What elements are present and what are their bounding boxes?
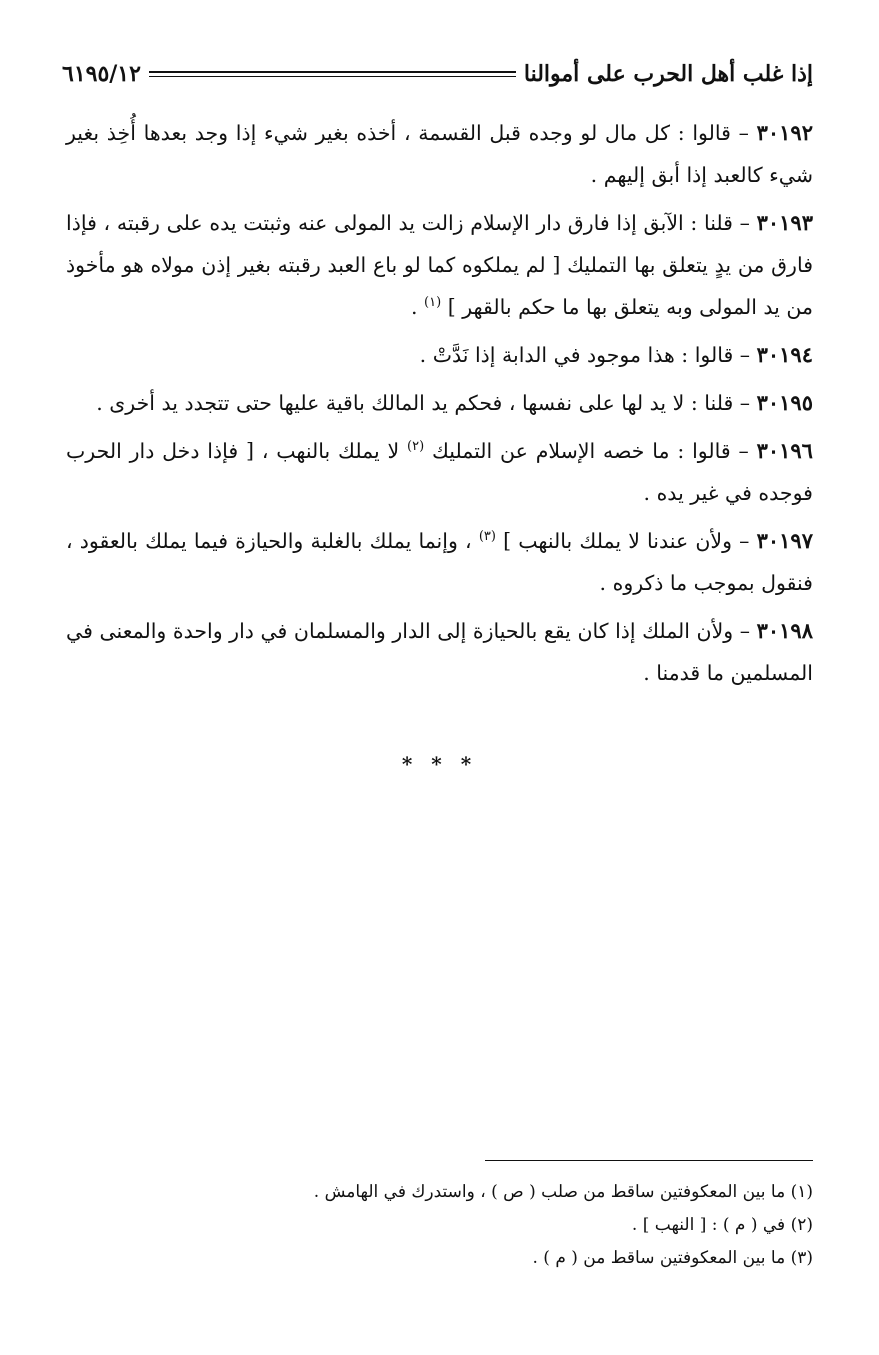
paragraph-text-end: ، وإنما يملك بالغلبة والحيازة فيما يملك بالعقود ، فنقول بموجب ما ذكروه . (66, 529, 813, 595)
header-title: إذا غلب أهل الحرب على أموالنا (523, 61, 813, 87)
footnotes (66, 1176, 813, 1275)
paragraph-30193 (66, 202, 813, 328)
paragraph-number: ٣٠١٩٣ (756, 210, 813, 235)
footnote-1: (١) ما بين المعكوفتين ساقط من صلب ( ص ) ، واستدرك في الهامش . (313, 1182, 813, 1202)
footnote-ref-3[interactable]: (٣) (478, 529, 496, 545)
paragraph-text: – ولأن الملك إذا كان يقع بالحيازة إلى الدار والمسلمان في دار واحدة والمعنى في المسلمين ما قدمنا . (66, 619, 813, 685)
paragraph-text: – قالوا : ما خصه الإسلام عن التمليك (432, 439, 749, 463)
paragraph-number: ٣٠١٩٢ (756, 120, 813, 145)
paragraph-text: – قالوا : هذا موجود في الدابة إذا نَدَّتْ . (419, 343, 751, 367)
paragraph-number: ٣٠١٩٥ (756, 390, 813, 415)
paragraph-30196 (66, 430, 813, 514)
body-text (66, 112, 813, 700)
paragraph-number: ٣٠١٩٤ (756, 342, 813, 367)
header-rule (149, 71, 516, 77)
paragraph-30194 (66, 334, 813, 376)
footnote-3: (٣) ما بين المعكوفتين ساقط من ( م ) . (532, 1248, 813, 1268)
paragraph-text: – قلنا : لا يد لها على نفسها ، فحكم يد المالك باقية عليها حتى تتجدد يد أخرى . (96, 391, 751, 415)
paragraph-text-end: . (411, 295, 425, 319)
paragraph-text: – قلنا : الآبق إذا فارق دار الإسلام زالت يد المولى عنه وثبتت يده على رقبته ، فإذا فارق من يدٍ يتعلق بها التمليك [ لم يملكوه كما لو باع العبد رقبته بغير إذن مولاه هو مأخوذ من يد المولى وبه يتعلق بها ما حكم بالقهر ] (66, 211, 813, 319)
paragraph-30197 (66, 520, 813, 604)
section-separator: * * * (401, 752, 478, 776)
header-page-ref: ٦١٩٥/١٢ (62, 61, 141, 87)
paragraph-30195 (66, 382, 813, 424)
paragraph-text: – ولأن عندنا لا يملك بالنهب ] (503, 529, 750, 553)
paragraph-30198 (66, 610, 813, 694)
paragraph-30192 (66, 112, 813, 196)
footnote-ref-1[interactable]: (١) (424, 295, 442, 311)
paragraph-number: ٣٠١٩٨ (756, 618, 813, 643)
running-header (62, 56, 813, 92)
paragraph-number: ٣٠١٩٧ (756, 528, 813, 553)
paragraph-number: ٣٠١٩٦ (756, 438, 813, 463)
footnote-2: (٢) في ( م ) : [ النهب ] . (631, 1215, 813, 1235)
footnote-ref-2[interactable]: (٢) (407, 439, 425, 455)
paragraph-text: – قالوا : كل مال لو وجده قبل القسمة ، أخذه بغير شيء إذا وجد بعدها أُخِذ بغير شيء كالعبد إذا أبق إليهم . (66, 121, 813, 187)
footnote-rule (485, 1160, 813, 1161)
paragraph-text-end: لا يملك بالنهب ، [ فإذا دخل دار الحرب فوجده في غير يده . (66, 439, 813, 505)
